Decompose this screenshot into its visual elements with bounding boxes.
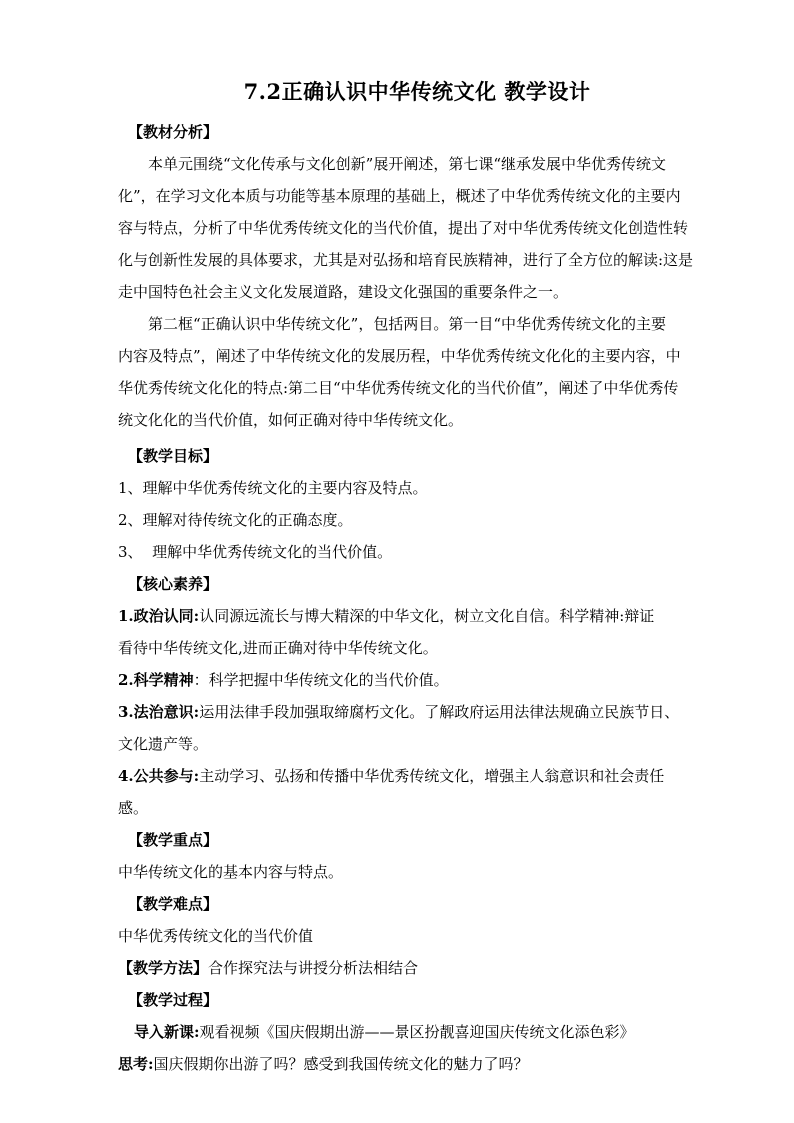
difficulties-text: 中华优秀传统文化的当代价值: [118, 927, 314, 945]
goals-heading: 【教学目标】: [128, 447, 219, 465]
document-body: [118, 116, 704, 1080]
literacy-text: ：科学把握中华传统文化的当代价值。: [193, 671, 449, 689]
think-text: 国庆假期你出游了吗？感受到我国传统文化的魅力了吗？: [153, 1055, 529, 1073]
difficulties-heading: 【教学难点】: [128, 895, 219, 913]
analysis-p2-line: 华优秀传统文化化的特点:第二目“中华优秀传统文化的当代价值”，阐述了中华优秀传: [118, 379, 679, 397]
key-points-heading: 【教学重点】: [128, 831, 219, 849]
methods-text: 合作探究法与讲授分析法相结合: [208, 959, 419, 977]
literacy-label: 1.政治认同:: [118, 607, 200, 625]
analysis-p1-line: 本单元围绕“文化传承与文化创新”展开阐述，第七课“继承发展中华优秀传统文: [148, 155, 667, 173]
literacy-text: 文化遗产等。: [118, 735, 209, 753]
literacy-item: [118, 664, 704, 696]
analysis-paragraph-2: [118, 308, 704, 436]
literacy-text: 认同源远流长与博大精深的中华文化，树立文化自信。科学精神:辩证: [199, 607, 655, 625]
analysis-heading: 【教材分析】: [128, 123, 219, 141]
literacy-label: 4.公共参与:: [118, 767, 200, 785]
goal-item: 3、 理解中华优秀传统文化的当代价值。: [118, 543, 393, 561]
analysis-p1-line: 化与创新性发展的具体要求，尤其是对弘扬和培育民族精神，进行了全方位的解读:这是: [118, 251, 694, 269]
analysis-p2-line: 第二框“正确认识中华传统文化”，包括两目。第一目“中华优秀传统文化的主要: [148, 315, 667, 333]
methods-heading: 【教学方法】: [118, 959, 209, 977]
literacy-item: [118, 696, 704, 760]
goal-item: 2、理解对待传统文化的正确态度。: [118, 511, 353, 529]
analysis-p1-line: 化”，在学习文化本质与功能等基本原理的基础上，概述了中华优秀传统文化的主要内: [118, 187, 681, 205]
analysis-p2-line: 统文化化的当代价值，如何正确对待中华传统文化。: [118, 411, 464, 429]
analysis-p1-line: 容与特点，分析了中华优秀传统文化的当代价值，提出了对中华优秀传统文化创造性转: [118, 219, 689, 237]
intro-label: 导入新课:: [134, 1023, 200, 1041]
literacy-label: 3.法治意识:: [118, 703, 200, 721]
process-heading: 【教学过程】: [128, 991, 219, 1009]
analysis-p2-line: 内容及特点”，阐述了中华传统文化的发展历程，中华优秀传统文化化的主要内容，中: [118, 347, 681, 365]
literacy-heading: 【核心素养】: [128, 575, 219, 593]
think-label: 思考:: [118, 1055, 154, 1073]
literacy-text: 运用法律手段加强取缔腐朽文化。了解政府运用法律法规确立民族节日、: [199, 703, 680, 721]
goal-item: 1、理解中华优秀传统文化的主要内容及特点。: [118, 479, 428, 497]
literacy-label: 2.科学精神: [118, 671, 194, 689]
literacy-text: 主动学习、弘扬和传播中华优秀传统文化，增强主人翁意识和社会责任: [199, 767, 665, 785]
page-title: 7.2正确认识中华传统文化 教学设计: [243, 79, 591, 104]
literacy-item: [118, 600, 704, 664]
literacy-text: 看待中华传统文化,进而正确对待中华传统文化。: [118, 639, 438, 657]
literacy-text: 感。: [118, 799, 149, 817]
key-points-text: 中华传统文化的基本内容与特点。: [118, 863, 344, 881]
intro-text: 观看视频《国庆假期出游——景区扮靓喜迎国庆传统文化添色彩》: [199, 1023, 635, 1041]
analysis-paragraph-1: [118, 148, 704, 308]
literacy-item: [118, 760, 704, 824]
analysis-p1-line: 走中国特色社会主义文化发展道路，建设文化强国的重要条件之一。: [118, 283, 569, 301]
